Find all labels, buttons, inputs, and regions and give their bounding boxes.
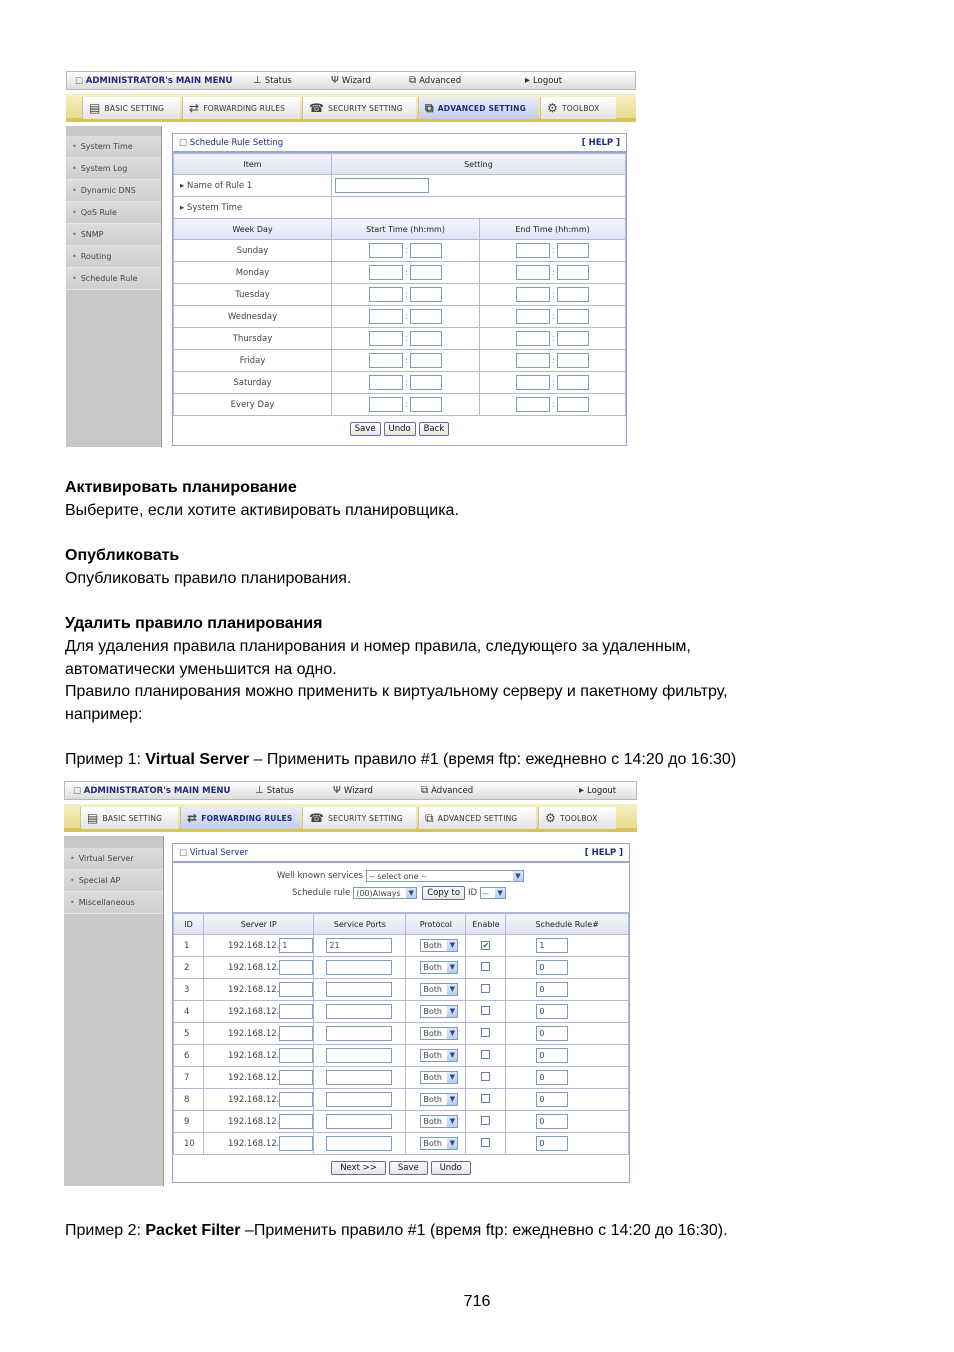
- undo-button[interactable]: Undo: [384, 422, 416, 436]
- end-hour-input[interactable]: [516, 331, 550, 346]
- start-minute-input[interactable]: [410, 375, 442, 390]
- tab-security-setting[interactable]: ☎ SECURITY SETTING: [302, 97, 416, 119]
- server-ip-host-input[interactable]: [279, 1048, 313, 1063]
- end-minute-input[interactable]: [557, 331, 589, 346]
- save-button-2[interactable]: Save: [389, 1161, 428, 1175]
- row-id: 1: [174, 935, 204, 957]
- server-ip-prefix: 192.168.12.: [228, 1051, 280, 1061]
- protocol-select[interactable]: Both ▼: [420, 1137, 458, 1150]
- id-label: ID: [468, 888, 478, 898]
- end-time-header: End Time (hh:mm): [480, 219, 626, 240]
- help-link-2[interactable]: [ HELP ]: [584, 847, 623, 858]
- start-hour-input[interactable]: [369, 353, 403, 368]
- heading-publish: Опубликовать: [65, 547, 180, 564]
- day-label: Every Day: [174, 394, 332, 416]
- table-row: [174, 979, 629, 1001]
- save-button[interactable]: Save: [350, 422, 381, 436]
- paragraph-delete-line3: Правило планирования можно применить к виртуальному серверу и пакетному фильтру,: [65, 683, 728, 700]
- start-hour-input[interactable]: [369, 397, 403, 412]
- row-id: 8: [174, 1089, 204, 1111]
- example-2: Пример 2: Packet Filter –Применить правило #1 (время ftp: ежедневно с 14:20 до 16:30).: [65, 1222, 728, 1239]
- weekday-header: Week Day: [174, 219, 332, 240]
- protocol-select[interactable]: Both ▼: [420, 1005, 458, 1018]
- forwarding-icon: ⇄: [189, 101, 200, 115]
- schedule-rule-input[interactable]: 0: [536, 1048, 568, 1063]
- sidebar-item[interactable]: • Schedule Rule: [66, 268, 161, 290]
- tab-toolbox-2[interactable]: ⚙ TOOLBOX: [538, 807, 616, 829]
- sidebar-item[interactable]: • SNMP: [66, 224, 161, 246]
- end-hour-input[interactable]: [516, 397, 550, 412]
- security-icon: ☎: [309, 811, 325, 825]
- table-row: [174, 1067, 629, 1089]
- enable-checkbox[interactable]: [481, 1072, 490, 1081]
- enable-checkbox[interactable]: ✔: [482, 940, 490, 950]
- paragraph-delete-line4: например:: [65, 706, 143, 723]
- end-minute-input[interactable]: [557, 309, 589, 324]
- form-buttons-2: [173, 1155, 629, 1175]
- service-controls: [173, 863, 629, 913]
- server-ip-prefix: 192.168.12.: [228, 1007, 280, 1017]
- status-icon: ⊥: [255, 785, 264, 796]
- chevron-down-icon: ▼: [447, 1028, 457, 1039]
- column-header: Service Ports: [314, 914, 406, 935]
- copy-to-button[interactable]: Copy to: [422, 886, 465, 900]
- table-row: [174, 957, 629, 979]
- server-ip-host-input[interactable]: 1: [279, 938, 313, 953]
- server-ip-host-input[interactable]: [279, 960, 313, 975]
- virtual-server-table: [173, 913, 629, 1155]
- sidebar-item[interactable]: • Miscellaneous: [64, 892, 163, 914]
- schedule-rule-input[interactable]: 0: [536, 960, 568, 975]
- chevron-down-icon: ▼: [447, 1116, 457, 1127]
- page-number: 716: [463, 1293, 491, 1310]
- start-time-header: Start Time (hh:mm): [332, 219, 480, 240]
- status-icon: ⊥: [253, 75, 262, 86]
- virtual-server-header-row: [174, 914, 629, 935]
- row-id: 5: [174, 1023, 204, 1045]
- service-ports-input[interactable]: [326, 1114, 392, 1129]
- chevron-down-icon: ▼: [406, 888, 416, 898]
- start-hour-input[interactable]: [369, 287, 403, 302]
- table-row: [174, 1023, 629, 1045]
- day-label: Monday: [174, 262, 332, 284]
- schedule-rule-input[interactable]: 0: [536, 1026, 568, 1041]
- start-minute-input[interactable]: [410, 265, 442, 280]
- example-1: Пример 1: Virtual Server – Применить правило #1 (время ftp: ежедневно с 14:20 до 16:30): [65, 751, 737, 768]
- sidebar-item[interactable]: • System Log: [66, 158, 161, 180]
- protocol-select[interactable]: Both ▼: [420, 1115, 458, 1128]
- sidebar: [66, 126, 162, 447]
- advanced-link[interactable]: ⧉ Advanced: [409, 75, 462, 86]
- status-link[interactable]: ⊥ Status: [253, 75, 292, 86]
- virtual-server-panel: [172, 843, 630, 1183]
- wizard-icon: Ψ: [333, 785, 341, 796]
- enable-checkbox[interactable]: [481, 1116, 490, 1125]
- service-ports-input[interactable]: [326, 960, 392, 975]
- service-ports-input[interactable]: [326, 1004, 392, 1019]
- server-ip-host-input[interactable]: [279, 982, 313, 997]
- enable-checkbox[interactable]: [481, 984, 490, 993]
- days-rows: [174, 240, 626, 416]
- tab-security-setting-2[interactable]: ☎ SECURITY SETTING: [302, 807, 416, 829]
- paragraph-activate-scheduling: Выберите, если хотите активировать планировщика.: [65, 502, 459, 519]
- row-id: 6: [174, 1045, 204, 1067]
- schedule-rule-input[interactable]: 0: [536, 1092, 568, 1107]
- server-ip-prefix: 192.168.12.: [228, 1095, 280, 1105]
- tab-forwarding-rules[interactable]: ⇄ FORWARDING RULES: [182, 97, 300, 119]
- main-menu-title-2: □ ADMINISTRATOR's MAIN MENU: [73, 786, 230, 796]
- panel-header-2: [173, 844, 629, 863]
- tab-advanced-setting-2[interactable]: ⧉ ADVANCED SETTING: [418, 807, 536, 829]
- security-icon: ☎: [309, 101, 325, 115]
- column-header: Enable: [466, 914, 506, 935]
- server-ip-prefix: 192.168.12.: [228, 1073, 280, 1083]
- start-hour-input[interactable]: [369, 375, 403, 390]
- top-menu-bar: [66, 71, 636, 90]
- server-ip-prefix: 192.168.12.: [228, 963, 280, 973]
- end-hour-input[interactable]: [516, 265, 550, 280]
- start-hour-input[interactable]: [369, 309, 403, 324]
- service-ports-input[interactable]: [326, 1026, 392, 1041]
- chevron-down-icon: ▼: [447, 1006, 457, 1017]
- chevron-down-icon: ▼: [447, 1050, 457, 1061]
- row-id: 3: [174, 979, 204, 1001]
- wizard-icon: Ψ: [331, 75, 339, 86]
- forwarding-icon: ⇄: [187, 811, 198, 825]
- server-ip-host-input[interactable]: [279, 1070, 313, 1085]
- service-ports-input[interactable]: [326, 1092, 392, 1107]
- schedule-rule-input[interactable]: 0: [536, 1004, 568, 1019]
- column-header: Schedule Rule#: [506, 914, 629, 935]
- enable-checkbox[interactable]: [481, 1138, 490, 1147]
- folder-icon: ▤: [87, 811, 99, 825]
- server-ip-host-input[interactable]: [279, 1026, 313, 1041]
- end-hour-input[interactable]: [516, 353, 550, 368]
- toolbox-icon: ⚙: [545, 811, 556, 825]
- logout-link[interactable]: ▸ Logout: [525, 75, 563, 86]
- sidebar-item[interactable]: • Dynamic DNS: [66, 180, 161, 202]
- undo-button-2[interactable]: Undo: [431, 1161, 471, 1175]
- day-row: Every Day : :: [174, 394, 626, 416]
- schedule-rule-input[interactable]: 0: [536, 1136, 568, 1151]
- chevron-down-icon: ▼: [447, 940, 457, 951]
- protocol-select[interactable]: Both ▼: [420, 939, 458, 952]
- help-link[interactable]: [ HELP ]: [581, 137, 620, 148]
- sidebar-item[interactable]: • Virtual Server: [64, 848, 163, 870]
- day-row: Friday : :: [174, 350, 626, 372]
- chevron-down-icon: ▼: [513, 871, 523, 881]
- day-label: Saturday: [174, 372, 332, 394]
- row-id: 7: [174, 1067, 204, 1089]
- end-hour-input[interactable]: [516, 287, 550, 302]
- table-row: [174, 1133, 629, 1155]
- day-label: Thursday: [174, 328, 332, 350]
- server-ip-prefix: 192.168.12.: [228, 985, 280, 995]
- column-header: Protocol: [406, 914, 466, 935]
- schedule-rule-screenshot: [66, 71, 636, 447]
- day-label: Friday: [174, 350, 332, 372]
- service-ports-input[interactable]: [326, 1048, 392, 1063]
- start-hour-input[interactable]: [369, 265, 403, 280]
- sidebar-item[interactable]: • Routing: [66, 246, 161, 268]
- advanced-icon: ⧉: [409, 75, 417, 86]
- chevron-down-icon: ▼: [447, 962, 457, 973]
- end-hour-input[interactable]: [516, 243, 550, 258]
- top-menu-bar-2: [64, 781, 637, 800]
- folder-icon: ▤: [89, 101, 101, 115]
- table-row: [174, 1045, 629, 1067]
- day-row: Wednesday : :: [174, 306, 626, 328]
- end-hour-input[interactable]: [516, 375, 550, 390]
- protocol-select[interactable]: Both ▼: [420, 1049, 458, 1062]
- end-minute-input[interactable]: [557, 353, 589, 368]
- day-label: Tuesday: [174, 284, 332, 306]
- arrow-right-icon: ▸: [525, 75, 531, 86]
- heading-activate-scheduling: Активировать планирование: [65, 479, 297, 496]
- sidebar-item[interactable]: • QoS Rule: [66, 202, 161, 224]
- wizard-link[interactable]: Ψ Wizard: [331, 75, 371, 86]
- schedule-rule-panel: [172, 133, 627, 446]
- virtual-server-screenshot: [64, 781, 637, 1186]
- column-header: ID: [174, 914, 204, 935]
- end-minute-input[interactable]: [557, 397, 589, 412]
- day-label: Sunday: [174, 240, 332, 262]
- service-ports-input[interactable]: [326, 1136, 392, 1151]
- sidebar-2: [64, 836, 164, 1186]
- back-button[interactable]: Back: [419, 422, 450, 436]
- schedule-rule-input[interactable]: 0: [536, 1114, 568, 1129]
- server-ip-host-input[interactable]: [279, 1092, 313, 1107]
- table-row: [174, 1111, 629, 1133]
- item-header: Item: [174, 154, 332, 175]
- form-buttons: [173, 416, 626, 436]
- protocol-select[interactable]: Both ▼: [420, 1027, 458, 1040]
- server-ip-host-input[interactable]: [279, 1114, 313, 1129]
- panel-title-2: □ Virtual Server: [179, 848, 248, 858]
- table-row: [174, 1001, 629, 1023]
- end-minute-input[interactable]: [557, 375, 589, 390]
- tab-forwarding-rules-2[interactable]: ⇄ FORWARDING RULES: [180, 807, 300, 829]
- toolbox-icon: ⚙: [547, 101, 558, 115]
- schedule-rule-input[interactable]: 0: [536, 1070, 568, 1085]
- protocol-select[interactable]: Both ▼: [420, 1071, 458, 1084]
- start-minute-input[interactable]: [410, 397, 442, 412]
- enable-checkbox[interactable]: [481, 962, 490, 971]
- chevron-down-icon: ▼: [447, 1072, 457, 1083]
- server-ip-host-input[interactable]: [279, 1136, 313, 1151]
- paragraph-publish: Опубликовать правило планирования.: [65, 570, 352, 587]
- chevron-down-icon: ▼: [447, 1138, 457, 1149]
- schedule-table: [173, 153, 626, 416]
- next-button[interactable]: Next >>: [331, 1161, 386, 1175]
- tab-basic-setting[interactable]: ▤ BASIC SETTING: [82, 97, 180, 119]
- end-minute-input[interactable]: [557, 265, 589, 280]
- protocol-select[interactable]: Both ▼: [420, 961, 458, 974]
- start-minute-input[interactable]: [410, 309, 442, 324]
- tab-bar-2: [64, 804, 637, 832]
- paragraph-delete-line1: Для удаления правила планирования и номер правила, следующего за удаленным,: [65, 638, 691, 655]
- well-known-label: Well known services: [277, 871, 363, 881]
- chevron-down-icon: ▼: [447, 984, 457, 995]
- day-row: Thursday : :: [174, 328, 626, 350]
- logout-link-2[interactable]: ▸ Logout: [579, 785, 617, 796]
- day-row: Saturday : :: [174, 372, 626, 394]
- arrow-right-icon: ▸: [579, 785, 585, 796]
- service-ports-input[interactable]: 21: [326, 938, 392, 953]
- start-minute-input[interactable]: [410, 243, 442, 258]
- sidebar-list: [66, 136, 161, 290]
- end-hour-input[interactable]: [516, 309, 550, 324]
- tab-basic-setting-2[interactable]: ▤ BASIC SETTING: [80, 807, 178, 829]
- server-ip-prefix: 192.168.12.: [228, 1117, 280, 1127]
- column-header: Server IP: [204, 914, 314, 935]
- end-minute-input[interactable]: [557, 287, 589, 302]
- server-ip-prefix: 192.168.12.: [228, 941, 280, 951]
- advanced-setting-icon: ⧉: [425, 810, 434, 825]
- advanced-link-2[interactable]: ⧉ Advanced: [421, 785, 474, 796]
- start-hour-input[interactable]: [369, 243, 403, 258]
- sidebar-item[interactable]: • System Time: [66, 136, 161, 158]
- schedule-rule-label: Schedule rule: [292, 888, 351, 898]
- sidebar-list-2: [64, 848, 163, 914]
- tab-bar: [66, 94, 636, 122]
- status-link-2[interactable]: ⊥ Status: [255, 785, 294, 796]
- panel-header: [173, 134, 626, 153]
- enable-checkbox[interactable]: [481, 1006, 490, 1015]
- server-ip-prefix: 192.168.12.: [228, 1029, 280, 1039]
- rule-name-input[interactable]: [335, 178, 429, 193]
- paragraph-delete-line2: автоматически уменьшится на одно.: [65, 661, 337, 678]
- server-ip-host-input[interactable]: [279, 1004, 313, 1019]
- day-row: Sunday : :: [174, 240, 626, 262]
- advanced-setting-icon: ⧉: [425, 100, 434, 115]
- service-ports-input[interactable]: [326, 1070, 392, 1085]
- panel-title: □ Schedule Rule Setting: [179, 138, 283, 148]
- id-select[interactable]: -- ▼: [480, 887, 506, 899]
- setting-header: Setting: [332, 154, 626, 175]
- system-time-label: ▸ System Time: [174, 197, 332, 219]
- day-row: Tuesday : :: [174, 284, 626, 306]
- tab-toolbox[interactable]: ⚙ TOOLBOX: [540, 97, 616, 119]
- advanced-icon: ⧉: [421, 785, 429, 796]
- rule-name-label: ▸ Name of Rule 1: [174, 175, 332, 197]
- schedule-rule-input[interactable]: 1: [536, 938, 568, 953]
- day-row: Monday : :: [174, 262, 626, 284]
- schedule-rule-input[interactable]: 0: [536, 982, 568, 997]
- schedule-rule-select[interactable]: (00)Always ▼: [353, 887, 417, 899]
- table-row: [174, 1089, 629, 1111]
- chevron-down-icon: ▼: [495, 888, 505, 898]
- start-hour-input[interactable]: [369, 331, 403, 346]
- server-ip-prefix: 192.168.12.: [228, 1139, 280, 1149]
- row-id: 4: [174, 1001, 204, 1023]
- start-minute-input[interactable]: [410, 331, 442, 346]
- service-ports-input[interactable]: [326, 982, 392, 997]
- sidebar-item[interactable]: • Special AP: [64, 870, 163, 892]
- enable-checkbox[interactable]: [481, 1094, 490, 1103]
- protocol-select[interactable]: Both ▼: [420, 1093, 458, 1106]
- chevron-down-icon: ▼: [447, 1094, 457, 1105]
- wizard-link-2[interactable]: Ψ Wizard: [333, 785, 373, 796]
- heading-delete-rule: Удалить правило планирования: [65, 615, 323, 632]
- row-id: 10: [174, 1133, 204, 1155]
- table-row: [174, 935, 629, 957]
- well-known-select[interactable]: -- select one -- ▼: [366, 870, 524, 882]
- enable-checkbox[interactable]: [481, 1050, 490, 1059]
- row-id: 9: [174, 1111, 204, 1133]
- row-id: 2: [174, 957, 204, 979]
- virtual-server-rows: [174, 935, 629, 1155]
- start-minute-input[interactable]: [410, 353, 442, 368]
- main-menu-title: □ ADMINISTRATOR's MAIN MENU: [75, 76, 232, 86]
- tab-advanced-setting[interactable]: ⧉ ADVANCED SETTING: [418, 97, 538, 119]
- protocol-select[interactable]: Both ▼: [420, 983, 458, 996]
- end-minute-input[interactable]: [557, 243, 589, 258]
- enable-checkbox[interactable]: [481, 1028, 490, 1037]
- day-label: Wednesday: [174, 306, 332, 328]
- start-minute-input[interactable]: [410, 287, 442, 302]
